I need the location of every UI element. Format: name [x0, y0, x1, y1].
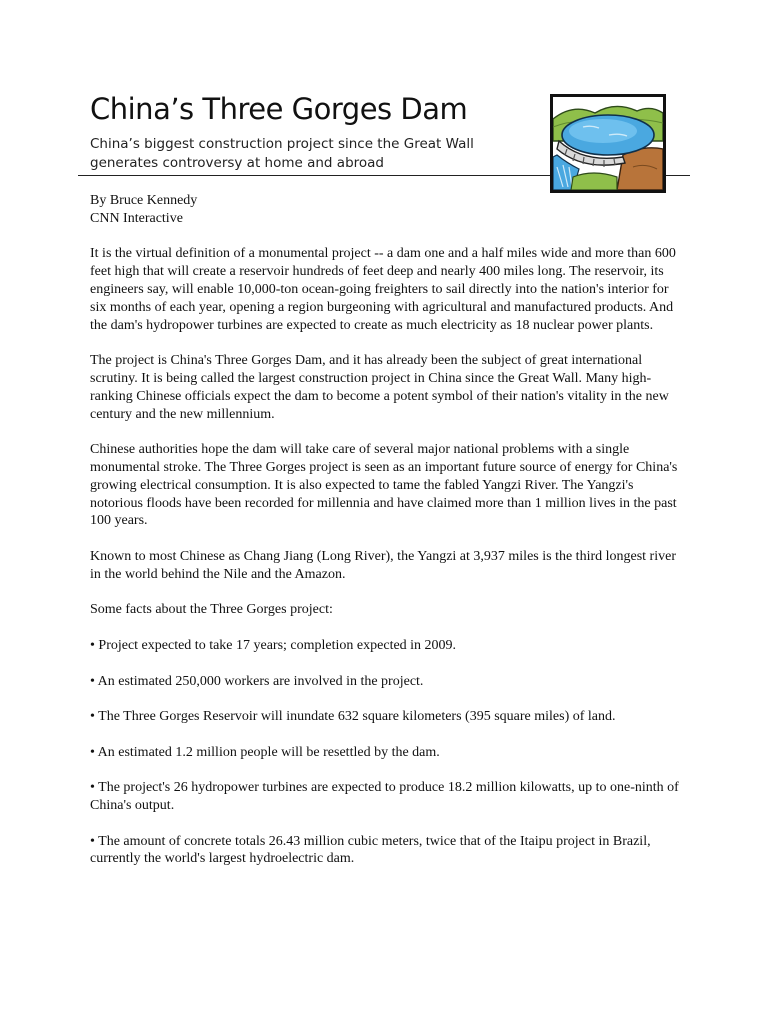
byline — [90, 192, 686, 228]
page-subtitle: China’s biggest construction project since the Great Wall generates controversy at home and abroad — [90, 136, 474, 171]
fact-item: • Project expected to take 17 years; completion expected in 2009. — [90, 637, 457, 653]
fact-item: • The amount of concrete totals 26.43 million cubic meters, twice that of the Itaipu project in Brazil, currently the world's largest hydroelectric dam. — [90, 833, 651, 867]
article-body — [90, 192, 686, 886]
paragraph: Known to most Chinese as Chang Jiang (Long River), the Yangzi at 3,937 miles is the third longest river in the world behind the Nile and the Amazon. — [90, 548, 676, 582]
page-title: China’s Three Gorges Dam — [90, 92, 468, 126]
fact-item: • The Three Gorges Reservoir will inundate 632 square kilometers (395 square miles) of land. — [90, 709, 616, 725]
fact-item: • An estimated 1.2 million people will be resettled by the dam. — [90, 744, 440, 760]
fact-item: • The project's 26 hydropower turbines are expected to produce 18.2 million kilowatts, up to one-ninth of China's output. — [90, 780, 679, 814]
paragraph: It is the virtual definition of a monumental project -- a dam one and a half miles wide and more than 600 feet high that will create a reservoir hundreds of feet deep and nearly 400 miles long. The reservoir, its engineers say, will enable 10,000-ton ocean-going freighters to sail directly into the nation's interior for six months of each year, opening a region burgeoning with agricultural and manufactured products. And the dam's hydropower turbines are expected to create as much electricity as 18 nuclear power plants. — [90, 246, 676, 333]
byline-source: CNN Interactive — [90, 210, 183, 226]
byline-author: By Bruce Kennedy — [90, 193, 198, 208]
paragraph: The project is China's Three Gorges Dam, and it has already been the subject of great international scrutiny. It is being called the largest construction project in China since the Great Wall. Many high-ranking Chinese officials expect the dam to become a potent symbol of their nation's vitality in the new century and the new millennium. — [90, 353, 669, 422]
dam-reservoir-icon — [550, 94, 666, 193]
paragraph: Chinese authorities hope the dam will take care of several major national problems with a single monumental stroke. The Three Gorges project is seen as an important future source of energy for China's growing electrical consumption. It is also expected to tame the fabled Yangzi River. The Yangzi's notorious floods have been recorded for millennia and have claimed more than 1 million lives in the past 100 years. — [90, 442, 678, 529]
fact-item: • An estimated 250,000 workers are involved in the project. — [90, 673, 424, 689]
facts-intro: Some facts about the Three Gorges project: — [90, 602, 333, 618]
